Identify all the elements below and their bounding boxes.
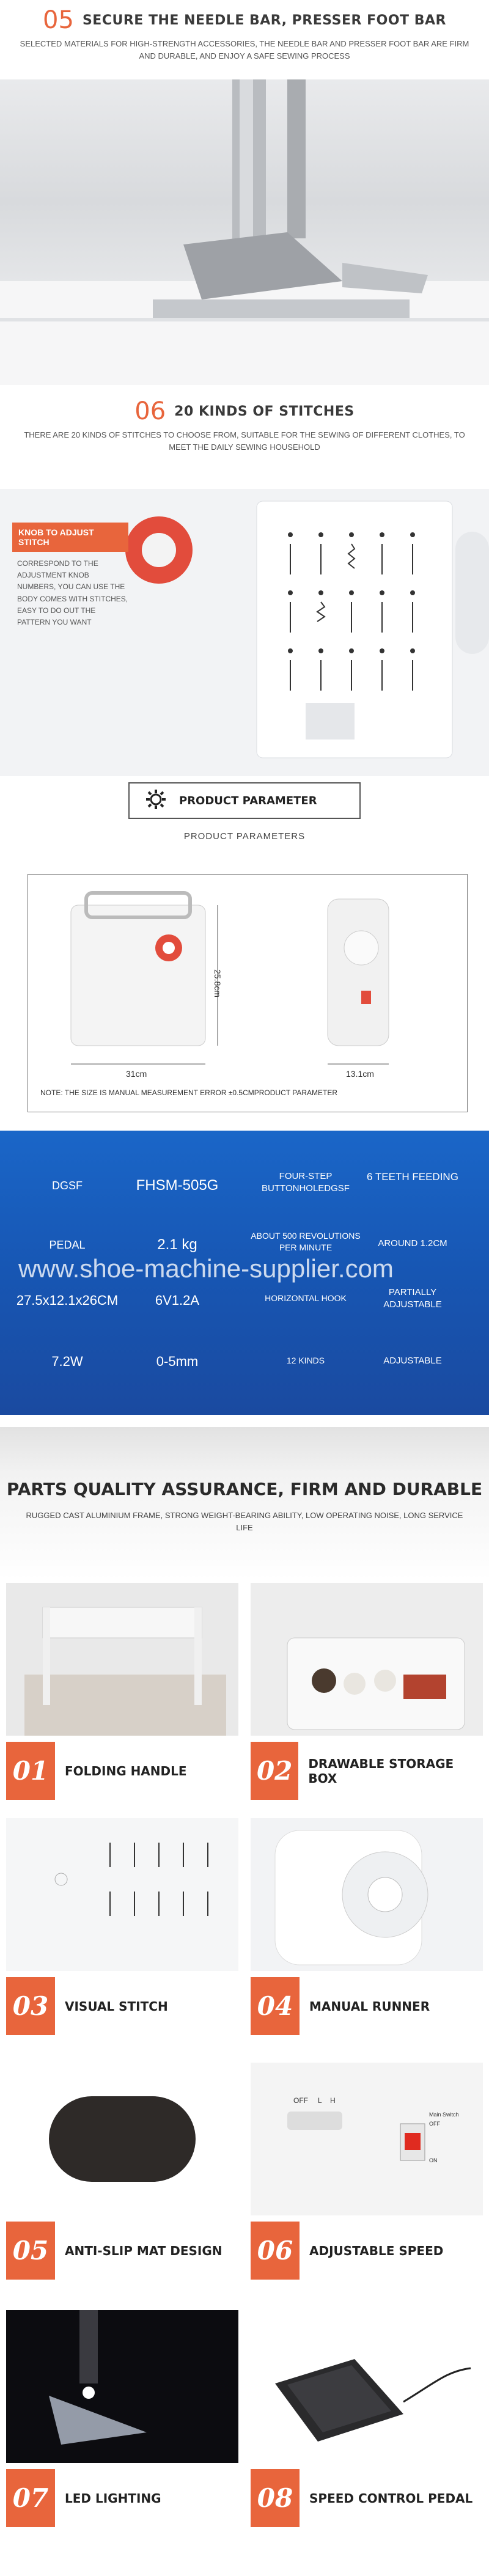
product-parameters-subtitle: PRODUCT PARAMETERS — [183, 831, 306, 842]
storage-box-photo — [251, 1583, 483, 1736]
spec-cell: HORIZONTAL HOOK — [265, 1293, 347, 1303]
spec-cell: 2.1 kg — [157, 1236, 197, 1253]
knob-title: KNOB TO ADJUST STITCH — [12, 523, 128, 552]
switch-off2-label: OFF — [429, 2121, 440, 2127]
stitches-section-number: 06 — [134, 397, 166, 425]
feature-number: 06 — [251, 2222, 300, 2280]
needle-section-title: SECURE THE NEEDLE BAR, PRESSER FOOT BAR — [82, 12, 446, 28]
led-lighting-photo — [6, 2310, 238, 2463]
feature-card — [251, 2310, 483, 2536]
feature-card — [6, 1818, 238, 2044]
feature-card — [251, 1583, 483, 1809]
switch-l-label: L — [318, 2096, 322, 2105]
folding-handle-photo — [6, 1583, 238, 1736]
feature-card — [6, 2063, 238, 2289]
quality-title: PARTS QUALITY ASSURANCE, FIRM AND DURABLE — [6, 1479, 483, 1499]
stitches-section-description: THERE ARE 20 KINDS OF STITCHES TO CHOOSE FROM, SUITABLE FOR THE SEWING OF DIFFERENT CLOTHES, TO MEET THE DAILY SEWING HOUSEHOLD — [24, 430, 465, 452]
spec-cell: 7.2W — [51, 1354, 83, 1369]
product-parameter-banner — [128, 782, 361, 819]
spec-cell: 6 TEETH FEEDING — [367, 1171, 458, 1183]
feature-card — [251, 2063, 483, 2289]
feature-number: 01 — [6, 1742, 55, 1800]
anti-slip-mat-photo — [6, 2063, 238, 2215]
feature-number: 07 — [6, 2469, 55, 2527]
spec-cell: 27.5x12.1x26CM — [16, 1293, 119, 1308]
feature-name: FOLDING HANDLE — [65, 1763, 187, 1778]
watermark-text: www.shoe-machine-supplier.com — [18, 1254, 394, 1283]
knob-text: CORRESPOND TO THE ADJUSTMENT KNOB NUMBERS, YOU CAN USE THE BODY COMES WITH STITCHES, EASY TO DO OUT THE PATTERN YOU WANT — [17, 559, 128, 626]
needle-bar-photo — [0, 79, 489, 385]
spec-cell: FOUR-STEP BUTTONHOLEDGSF — [262, 1171, 350, 1194]
spec-cell: 0-5mm — [156, 1354, 199, 1369]
spec-cell: ABOUT 500 REVOLUTIONS PER MINUTE — [251, 1231, 361, 1252]
main-switch-label: Main Switch — [429, 2112, 459, 2118]
product-parameter-label: PRODUCT PARAMETER — [179, 794, 317, 807]
feature-name: DRAWABLE STORAGE BOX — [308, 1756, 454, 1786]
quality-subtitle: RUGGED CAST ALUMINIUM FRAME, STRONG WEIGHT-BEARING ABILITY, LOW OPERATING NOISE, LONG SERVICE LIFE — [26, 1511, 463, 1533]
switch-h-label: H — [330, 2096, 336, 2105]
feature-card — [6, 2310, 238, 2536]
stitches-section-title: 20 KINDS OF STITCHES — [174, 403, 355, 419]
speed-switch-photo — [251, 2063, 483, 2215]
switch-on-label: ON — [429, 2157, 438, 2163]
feature-name: LED LIGHTING — [65, 2490, 161, 2506]
spec-cell: 12 KINDS — [286, 1356, 325, 1365]
needle-section-description: SELECTED MATERIALS FOR HIGH-STRENGTH ACCESSORIES, THE NEEDLE BAR AND PRESSER FOOT BAR ARE FIRM AND DURABLE, AND ENJOY A SAFE SEWING PROCESS — [20, 39, 469, 61]
knob-info-box — [12, 523, 156, 715]
feature-name: MANUAL RUNNER — [309, 1998, 430, 2014]
feature-number: 04 — [251, 1977, 300, 2035]
spec-cell: ADJUSTABLE — [383, 1356, 442, 1366]
gear-icon — [145, 788, 167, 813]
spec-row — [0, 1335, 489, 1390]
spec-cell: DGSF — [51, 1180, 83, 1192]
feature-card — [6, 1583, 238, 1809]
spec-cell: PEDAL — [49, 1239, 86, 1251]
switch-off-label: OFF — [293, 2096, 308, 2105]
dimensions-diagram — [28, 874, 468, 1112]
feature-number: 03 — [6, 1977, 55, 2035]
speed-pedal-photo — [251, 2310, 483, 2463]
feature-name: ANTI-SLIP MAT DESIGN — [65, 2243, 222, 2258]
spec-cell: PARTIALLY ADJUSTABLE — [383, 1287, 442, 1310]
stitches-section-header — [0, 391, 489, 453]
width-label: 31cm — [126, 1069, 147, 1079]
spec-cell: AROUND 1.2CM — [378, 1238, 447, 1249]
needle-section-header — [0, 0, 489, 62]
visual-stitch-photo — [6, 1818, 238, 1971]
spec-cell: FHSM-505G — [136, 1177, 219, 1194]
spec-row — [0, 1161, 489, 1216]
feature-number: 02 — [251, 1742, 298, 1800]
feature-name: ADJUSTABLE SPEED — [309, 2243, 444, 2258]
quality-section-header — [0, 1427, 489, 1580]
needle-section-number: 05 — [43, 6, 74, 34]
feature-name: SPEED CONTROL PEDAL — [309, 2490, 473, 2506]
feature-name: VISUAL STITCH — [65, 1998, 168, 2014]
size-note: NOTE: THE SIZE IS MANUAL MEASUREMENT ERROR ±0.5CMPRODUCT PARAMETER — [40, 1088, 337, 1097]
depth-label: 13.1cm — [346, 1069, 374, 1079]
feature-number: 05 — [6, 2222, 55, 2280]
height-label: 25.8cm — [213, 969, 222, 997]
manual-runner-photo — [251, 1818, 483, 1971]
spec-cell: 6V1.2A — [155, 1293, 200, 1308]
feature-card — [251, 1818, 483, 2044]
feature-number: 08 — [251, 2469, 300, 2527]
